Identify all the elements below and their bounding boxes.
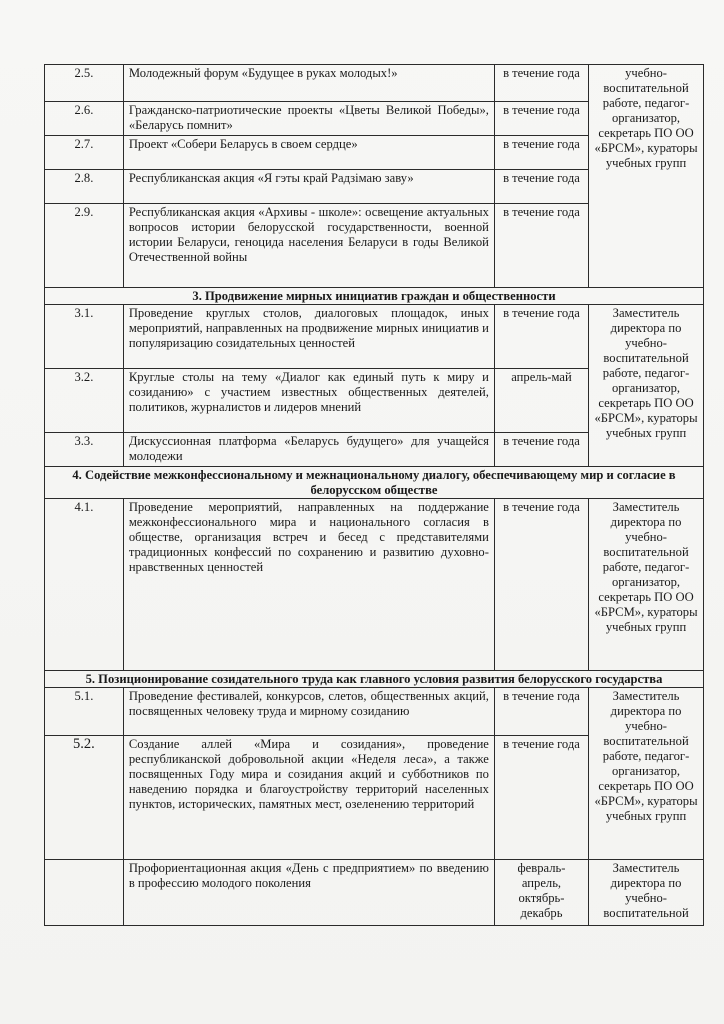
term-cell: в течение года [494,170,588,204]
activity-cell: Проведение мероприятий, направленных на поддержание межконфессионального мира и национального согласия в обществе, организация встреч и бесед с представителями традиционных конфессий по сохранению и развитию духовно-нравственных ценностей [123,499,494,671]
section-header-row [45,288,704,305]
responsible-cell: Заместитель директора по учебно-воспитательной [589,860,704,926]
activity-cell: Республиканская акция «Я гэты край Радзімаю заву» [123,170,494,204]
term-cell: февраль-апрель, октябрь-декабрь [494,860,588,926]
table-row [45,860,704,926]
activity-cell: Создание аллей «Мира и созидания», проведение республиканской добровольной акции «Неделя леса», а также посвященных Году мира и созидания акций и субботников по наведению порядка и благоустройству территорий населенных пунктов, исторических, памятных мест, озеленению территорий [123,736,494,860]
row-number: 3.2. [45,369,124,433]
term-cell: в течение года [494,65,588,102]
term-cell: в течение года [494,102,588,136]
activity-cell: Дискуссионная платформа «Беларусь будущего» для учащейся молодежи [123,433,494,467]
activity-cell: Молодежный форум «Будущее в руках молодых!» [123,65,494,102]
term-cell: в течение года [494,204,588,288]
row-number: 2.8. [45,170,124,204]
row-number: 2.7. [45,136,124,170]
term-cell: в течение года [494,736,588,860]
term-cell: апрель-май [494,369,588,433]
section-title: 3. Продвижение мирных инициатив граждан и общественности [45,288,704,305]
term-cell: в течение года [494,688,588,736]
activity-cell: Проект «Собери Беларусь в своем сердце» [123,136,494,170]
term-cell: в течение года [494,433,588,467]
events-plan-table [44,64,704,926]
activity-cell: Проведение круглых столов, диалоговых площадок, иных мероприятий, направленных на продвижение мирных инициатив и популяризацию созидательных ценностей [123,305,494,369]
section-title: 5. Позиционирование созидательного труда как главного условия развития белорусского государства [45,671,704,688]
row-number: 3.3. [45,433,124,467]
section-title: 4. Содействие межконфессиональному и межнациональному диалогу, обеспечивающему мир и согласие в белорусском обществе [45,467,704,499]
row-number [45,860,124,926]
term-cell: в течение года [494,136,588,170]
row-number: 4.1. [45,499,124,671]
activity-cell: Гражданско-патриотические проекты «Цветы Великой Победы», «Беларусь помнит» [123,102,494,136]
table-row [45,499,704,671]
table-row [45,688,704,736]
row-number: 2.5. [45,65,124,102]
section-header-row [45,671,704,688]
responsible-cell: Заместитель директора по учебно-воспитательной работе, педагог-организатор, секретарь ПО ОО «БРСМ», кураторы учебных групп [589,688,704,860]
table-row [45,65,704,102]
row-number: 5.2. [45,736,124,860]
section-header-row [45,467,704,499]
responsible-cell: Заместитель директора по учебно-воспитательной работе, педагог-организатор, секретарь ПО ОО «БРСМ», кураторы учебных групп [589,499,704,671]
row-number: 2.9. [45,204,124,288]
activity-cell: Профориентационная акция «День с предприятием» по введению в профессию молодого поколения [123,860,494,926]
term-cell: в течение года [494,499,588,671]
activity-cell: Проведение фестивалей, конкурсов, слетов, общественных акций, посвященных человеку труда и мирному созиданию [123,688,494,736]
row-number: 3.1. [45,305,124,369]
activity-cell: Круглые столы на тему «Диалог как единый путь к миру и созиданию» с участием известных общественных деятелей, политиков, журналистов и лидеров мнений [123,369,494,433]
term-cell: в течение года [494,305,588,369]
row-number: 5.1. [45,688,124,736]
activity-cell: Республиканская акция «Архивы - школе»: освещение актуальных вопросов истории белорусской государственности, военной истории Беларуси, геноцида населения Беларуси в годы Великой Отечественной войны [123,204,494,288]
responsible-cell: Заместитель директора по учебно-воспитательной работе, педагог-организатор, секретарь ПО ОО «БРСМ», кураторы учебных групп [589,305,704,467]
row-number: 2.6. [45,102,124,136]
table-row [45,305,704,369]
responsible-cell: учебно-воспитательной работе, педагог-организатор, секретарь ПО ОО «БРСМ», кураторы учебных групп [589,65,704,288]
